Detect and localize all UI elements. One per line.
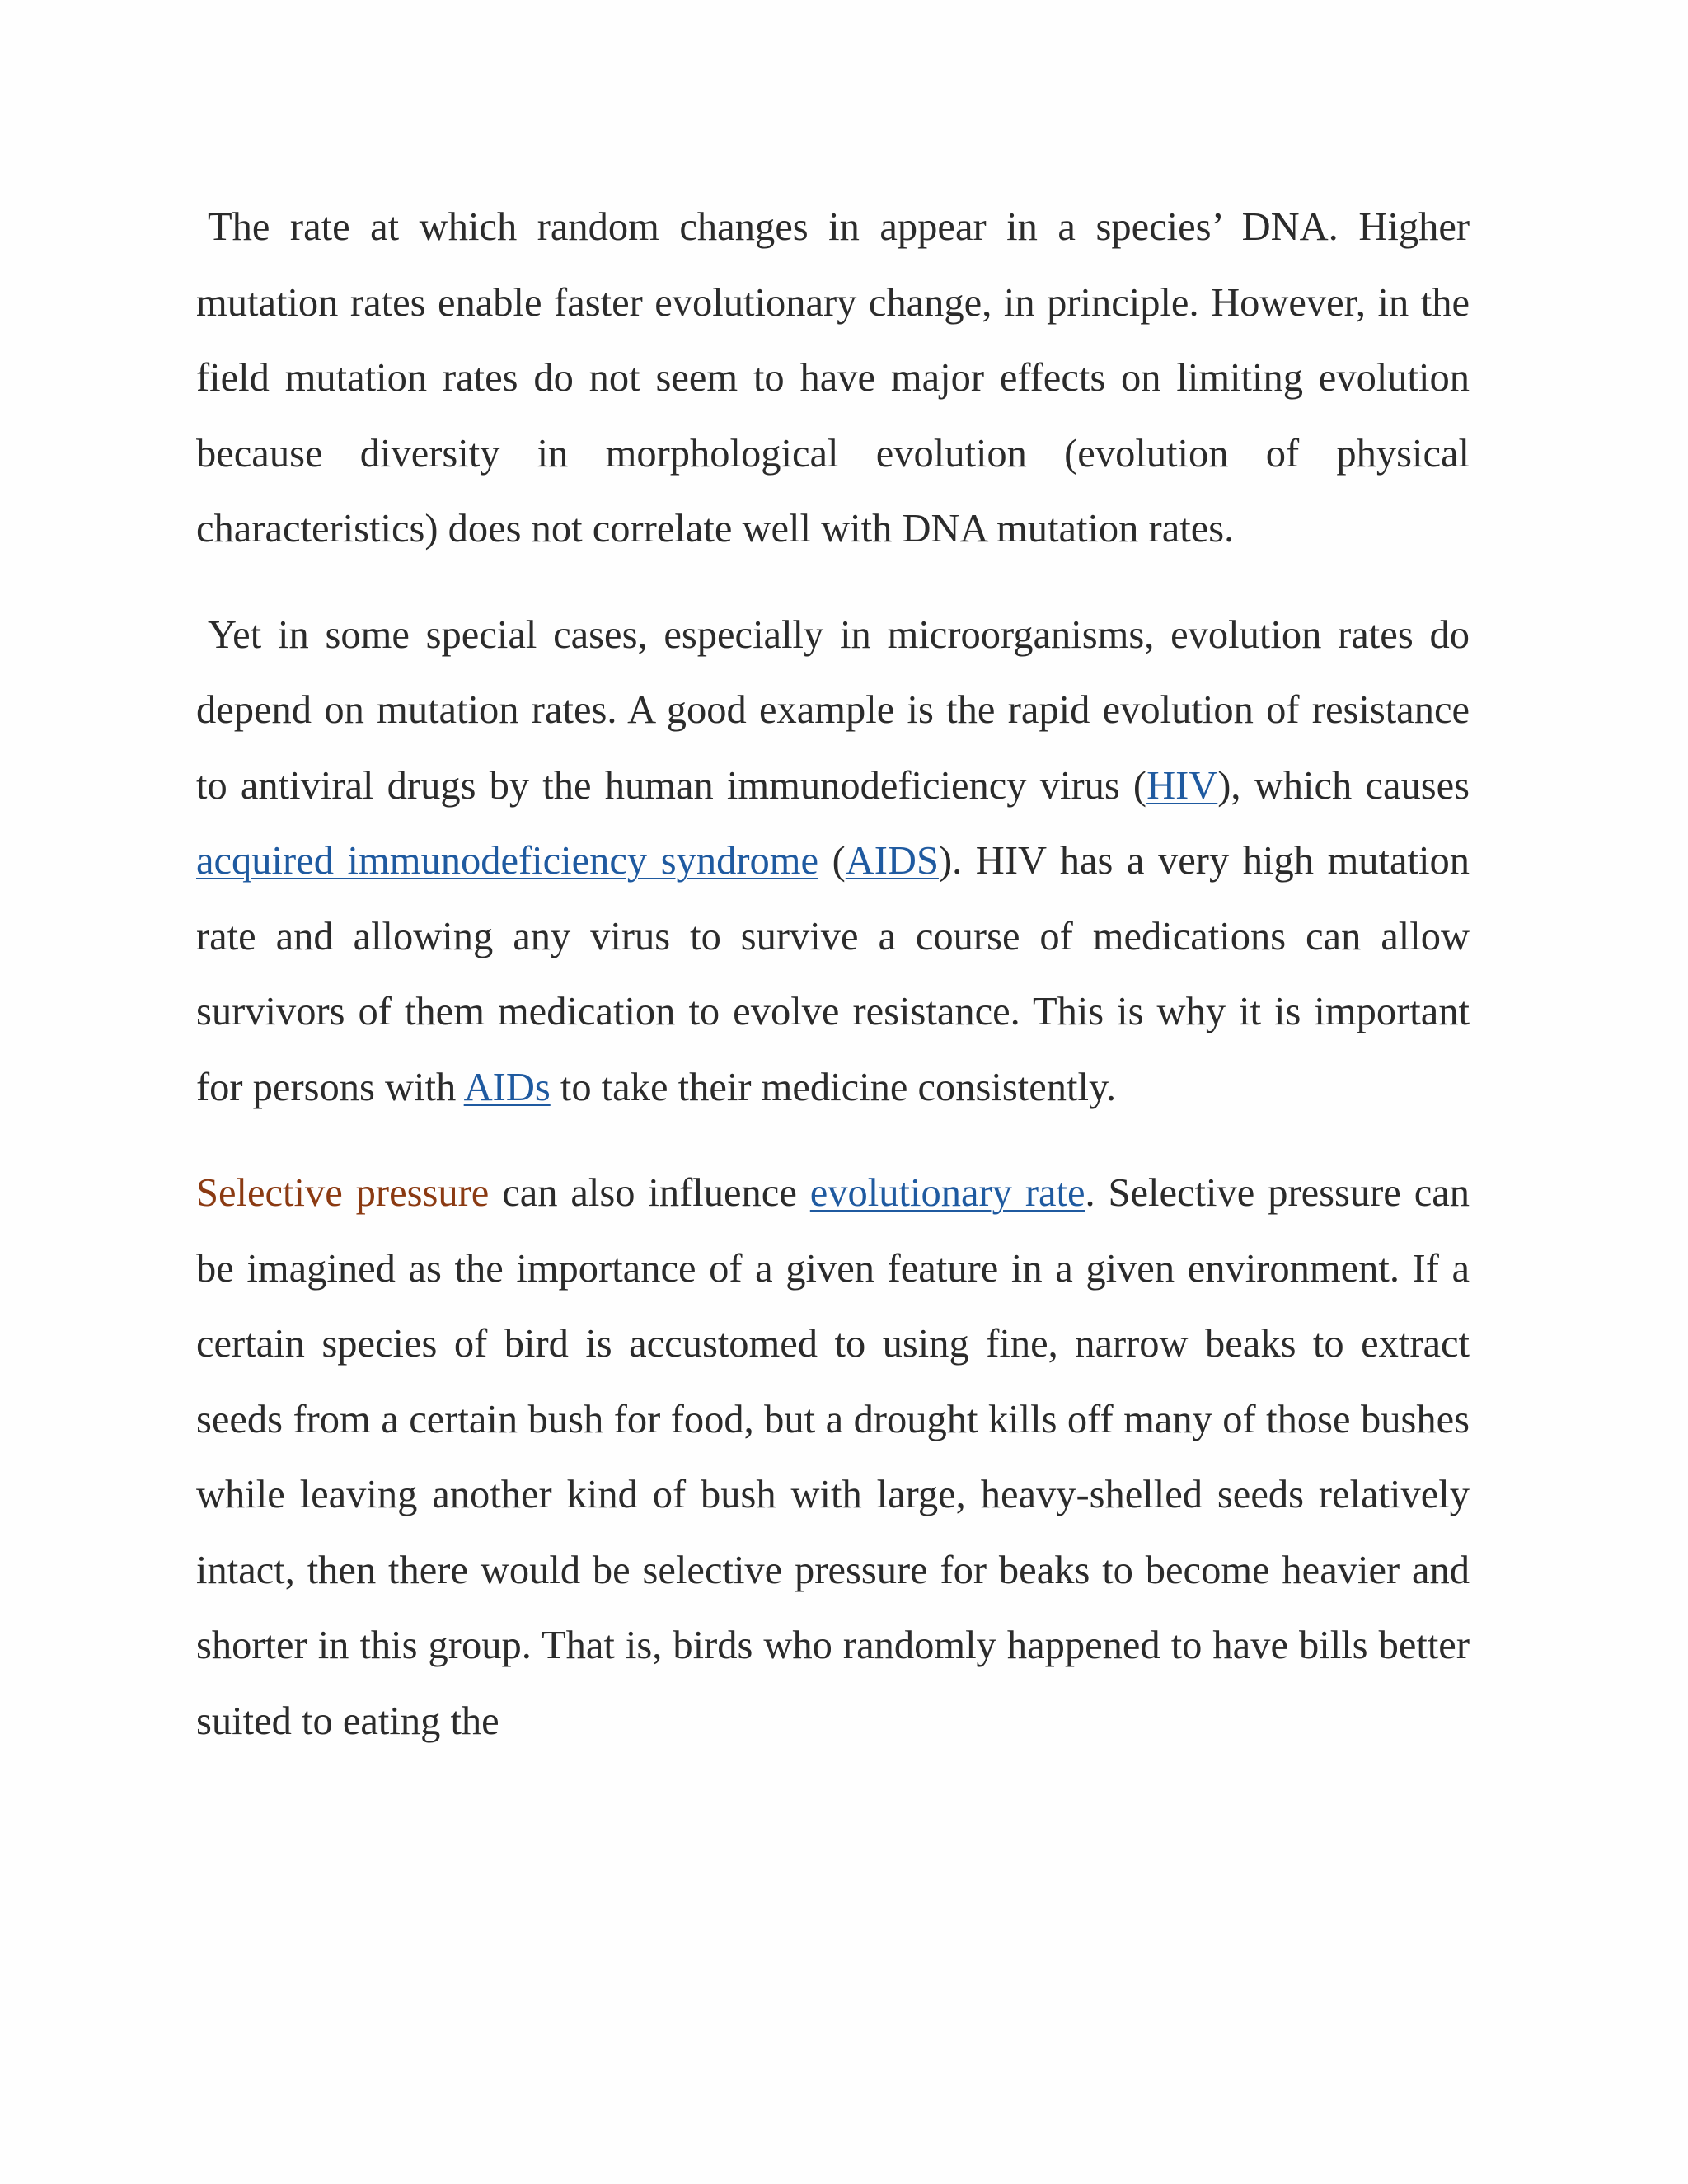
paragraph-text: The rate at which random changes in appear in a species’ DNA. Higher mutation rates enable faster evolutionary change, in principle. However, in the field mutation rates do not seem to have major effects on limiting evolution because diversity in morphological evolution (evolution of physical characteristics) does not correlate well with DNA mutation rates. [196, 205, 1470, 551]
link-hiv[interactable]: HIV [1146, 763, 1218, 808]
link-aids-lowercase[interactable]: AIDs [463, 1065, 551, 1109]
paragraph-selective-pressure [196, 1155, 1470, 1759]
term-selective-pressure: Selective pressure [196, 1171, 490, 1215]
paragraph-text: ), which causes [1217, 763, 1470, 808]
paragraph-text: to take their medicine consistently. [550, 1065, 1117, 1109]
paragraph-text: . Selective pressure can be imagined as the importance of a given feature in a given environment. If a certain species of bird is accustomed to using fine, narrow beaks to extract seeds from a certain bush for food, but a drought kills off many of those bushes while leaving another kind of bush with large, heavy-shelled seeds relatively intact, then there would be selective pressure for beaks to become heavier and shorter in this group. That is, birds who randomly happened to have bills better suited to eating the [196, 1171, 1470, 1743]
paragraph-text: can also influence [489, 1171, 810, 1215]
paragraph-text: ( [818, 839, 846, 883]
link-acquired-immunodeficiency-syndrome[interactable]: acquired immunodeficiency syndrome [196, 839, 819, 883]
paragraph-text: Yet in some special cases, especially in microorganisms, evolution rates do depend on mutation rates. A good example is the rapid evolution of resistance to antiviral drugs by the human immunodeficiency virus ( [196, 612, 1470, 808]
document-page [196, 190, 1470, 1759]
paragraph-mutation-rate [196, 190, 1470, 567]
link-evolutionary-rate[interactable]: evolutionary rate [809, 1171, 1085, 1215]
paragraph-text: ). HIV has a very high mutation rate and allowing any virus to survive a course of medications can allow survivors of them medication to evolve resistance. This is why it is important for persons with [196, 839, 1470, 1109]
link-aids[interactable]: AIDS [845, 839, 939, 883]
paragraph-microorganisms [196, 598, 1470, 1126]
